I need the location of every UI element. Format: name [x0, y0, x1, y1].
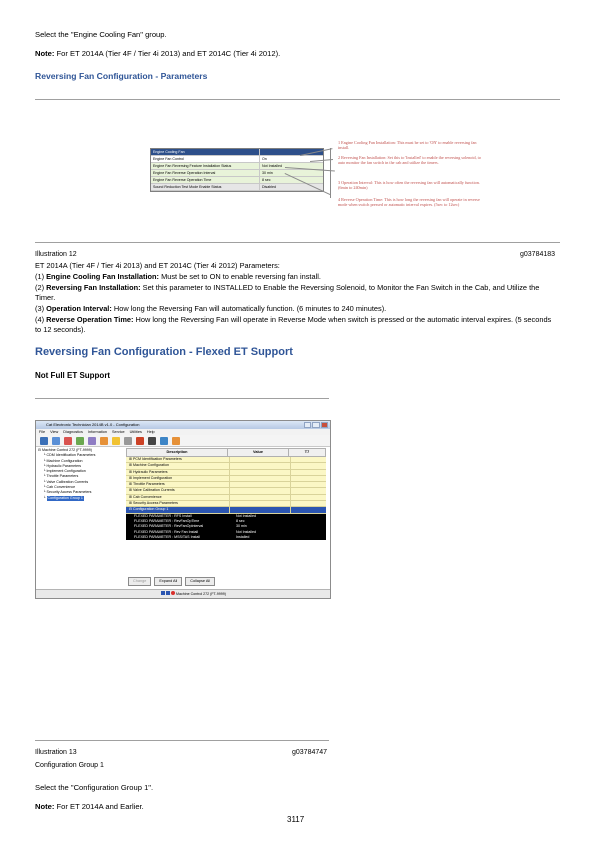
tree-item: ⊟ Machine Control 272 (FT-9999): [38, 448, 92, 452]
grid-group-row: ⊞ Valve Calibration Currents: [126, 488, 326, 494]
figure-id-12: g03784183: [520, 251, 556, 258]
collapse-all-button: Collapse All: [185, 577, 215, 586]
tree-item: └ Cab Convenience: [43, 485, 76, 490]
illustration-12: [150, 140, 560, 222]
parameter-grid: [126, 448, 326, 566]
grid-group-row: ⊞ PCM Identification Parameters: [126, 457, 326, 463]
title-bar: Cat Electronic Technician 2014B v1.0 - Configuration: [36, 421, 330, 429]
flexed-row: FLEXED PARAMETER : RevFanOpTime 8 sec: [134, 518, 245, 523]
grid-group-row: ⊞ Implement Configuration: [126, 476, 326, 482]
tree-item-selected: └ Configuration Group 1: [43, 495, 83, 500]
divider: [35, 242, 560, 243]
flexed-parameter-block: [126, 514, 326, 540]
table-header: Engine Cooling Fan: [151, 149, 323, 156]
note-label: Note:: [35, 802, 55, 811]
grid-group-row: ⊞ Security Access Parameters: [126, 501, 326, 507]
final-line: Select the "Configuration Group 1".: [35, 783, 154, 792]
tree-item: └ CDM Identification Parameters: [43, 453, 96, 458]
status-icon: [171, 591, 175, 595]
toolbar: [36, 435, 330, 447]
toolbar-icon: [172, 437, 180, 445]
disconnect-icon: [52, 437, 60, 445]
note-label: Note:: [35, 49, 55, 58]
flexed-row: FLEXED PARAMETER : Rev Fan Install Not Installed: [134, 529, 256, 534]
status-icon: [166, 591, 170, 595]
parameter-table: [150, 148, 324, 192]
table-row: Engine Fan Reversing Feature Installation Status Not Installed: [151, 163, 323, 170]
toolbar-icon: [160, 437, 168, 445]
tree-item: └ Implement Configuration: [43, 469, 86, 474]
toolbar-icon: [112, 437, 120, 445]
param-item: (2) Reversing Fan Installation: Set this parameter to INSTALLED to Enable the Reversing Solenoid, to Monitor the Fan Switch in the Cab, and Utilize the: [35, 282, 540, 292]
flexed-row: FLEXED PARAMETER : RFS Install Not Installed: [134, 513, 256, 518]
annotation-1: 1 Engine Cooling Fan Installation: This must be set to 'ON' to enable reversing fan install.: [338, 140, 477, 150]
tree-item: └ Security Access Parameters: [43, 490, 92, 495]
section-heading-flexed: Reversing Fan Configuration - Flexed ET Support: [35, 346, 293, 358]
grid-group-row: ⊞ Machine Configuration: [126, 463, 326, 469]
toolbar-icon: [136, 437, 144, 445]
figure-subcaption-13: Configuration Group 1: [35, 762, 104, 769]
toolbar-icon: [88, 437, 96, 445]
grid-group-row: ⊞ Cab Convenience: [126, 495, 326, 501]
table-row: Engine Fan Reverse Operation Interval 30 min: [151, 170, 323, 177]
toolbar-icon: [64, 437, 72, 445]
section-heading-parameters: Reversing Fan Configuration - Parameters: [35, 71, 208, 81]
annotation-2: 2 Reversing Fan Installation: Set this to 'Installed' to enable the reversing solenoid, to auto monitor the fan switch in the cab and utilize the timers.: [338, 155, 481, 165]
table-row: Sound Reduction Test Mode Enable Status Disabled: [151, 184, 323, 191]
note-1: [35, 49, 280, 59]
intro-line: Select the "Engine Cooling Fan" group.: [35, 30, 167, 39]
change-button: Change: [128, 577, 151, 586]
status-bar: Machine Control 272 (FT-9999): [36, 589, 330, 598]
figure-caption-13: Illustration 13: [35, 749, 77, 756]
close-icon: [321, 422, 328, 428]
param-item: (4) Reverse Operation Time: How long the Reversing Fan will operate in Reverse Mode when switch is pressed or the automatic interval expires. (5 seconds: [35, 314, 552, 324]
param-item-continued: Timer.: [35, 293, 56, 303]
toolbar-icon: [100, 437, 108, 445]
toolbar-icon: [148, 437, 156, 445]
divider: [35, 99, 560, 100]
toolbar-icon: [76, 437, 84, 445]
grid-group-row-selected: ⊟ Configuration Group 1: [126, 507, 326, 513]
table-row: Engine Fan Reverse Operation Time 8 sec: [151, 177, 323, 184]
maximize-icon: [312, 422, 319, 428]
note-2: [35, 802, 144, 812]
expand-all-button: Expand All: [154, 577, 182, 586]
divider: [35, 398, 329, 399]
note-text: For ET 2014A and Earlier.: [56, 802, 144, 811]
illustration-13-window: [35, 420, 331, 599]
tree-item: └ Machine Configuration: [43, 458, 83, 463]
param-item: (3) Operation Interval: How long the Reversing Fan will automatically function. (6 minutes to 240 minutes).: [35, 304, 387, 313]
page-number: 3117: [287, 815, 305, 824]
flexed-row: FLEXED PARAMETER : RevFanOpInterval 30 min: [134, 524, 247, 529]
subheading: Not Full ET Support: [35, 371, 111, 380]
grid-header: Description Value T7: [126, 448, 326, 457]
connect-icon: [40, 437, 48, 445]
flexed-row: FLEXED PARAMETER : MSS/TAS Install Installed: [134, 534, 250, 539]
grid-buttons: [126, 577, 328, 586]
note-text: For ET 2014A (Tier 4F / Tier 4i 2013) and ET 2014C (Tier 4i 2012).: [56, 49, 281, 58]
menu-bar: File View Diagnostics Information Service Utilities Help: [36, 429, 330, 435]
minimize-icon: [304, 422, 311, 428]
grid-group-row: ⊞ Throttle Parameters: [126, 482, 326, 488]
grid-group-row: ⊞ Hydraulic Parameters: [126, 470, 326, 476]
status-icon: [161, 591, 165, 595]
figure-caption-12: Illustration 12: [35, 251, 77, 258]
module-tree: [38, 448, 123, 586]
params-intro: ET 2014A (Tier 4F / Tier 4i 2013) and ET 2014C (Tier 4i 2012) Parameters:: [35, 261, 280, 270]
table-row: Engine Fan Control On: [151, 156, 323, 163]
toolbar-icon: [124, 437, 132, 445]
tree-item: └ Throttle Parameters: [43, 474, 79, 479]
tree-item: └ Valve Calibration Currents: [43, 479, 89, 484]
annotation-4: 4 Reverse Operation Time: This is how long the reversing fan will operate in reverse mode when switch pressed or automatic interval expires. (5sec to 12sec): [338, 197, 480, 207]
param-item-continued: to 12 seconds).: [35, 325, 86, 335]
divider: [35, 740, 329, 741]
leader-line: [330, 148, 331, 198]
tree-item: └ Hydraulic Parameters: [43, 463, 82, 468]
figure-id-13: g03784747: [292, 749, 328, 756]
param-item: (1) Engine Cooling Fan Installation: Must be set to ON to enable reversing fan install.: [35, 272, 321, 281]
annotation-3: 3 Operation Interval: This is how often the reversing fan will automatically function. (6min to 240min): [338, 180, 480, 190]
